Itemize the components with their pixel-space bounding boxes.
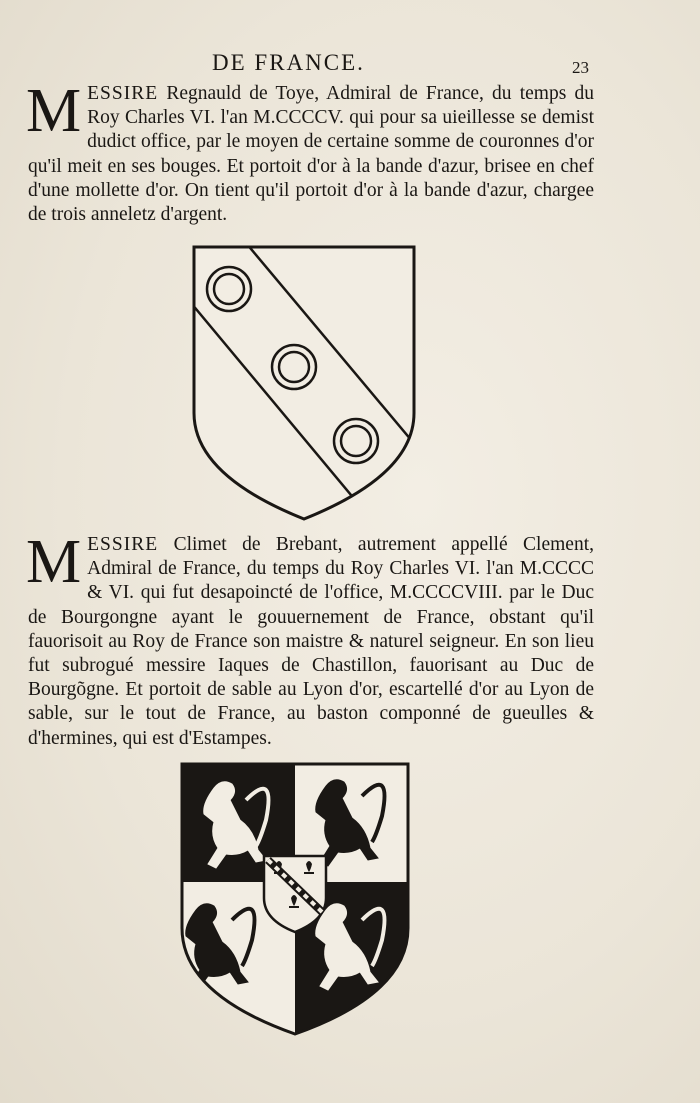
- entry-lead: ESSIRE: [87, 83, 159, 104]
- running-head: DE FRANCE.: [212, 50, 365, 75]
- entry-lead: ESSIRE: [87, 534, 159, 555]
- drop-cap: M: [26, 77, 82, 145]
- coat-of-arms-brebant: [176, 760, 414, 1038]
- entry-text: Climet de Brebant, autrement appellé Clement, Admiral de France, du temps du Roy Charles VI. l'an M.CCCC & VI. qui fut desapoincté de l'office, M.CCCCVIII. par le Duc de Bourgongne ayant le gouuernement de France, obstant qu'il fauorisoit au Roy de France son maistre & naturel seigneur. En son lieu fut subrogué messire Iaques de Chastillon, fauorisant au Duc de Bourgõgne. Et portoit de sable au Lyon d'or, escartellé d'or au Lyon de sable, sur le tout de France, au baston componné de gueulles & d'hermines, qui est d'Estampes.: [28, 534, 594, 749]
- entry-paragraph: [26, 77, 594, 227]
- escutcheon-france: [264, 856, 326, 932]
- page-header: [0, 50, 700, 80]
- page-number: 23: [572, 58, 589, 77]
- drop-cap: M: [26, 528, 82, 596]
- entry-paragraph: [26, 528, 594, 751]
- entry-regnauld-de-toye: [26, 77, 594, 227]
- coat-of-arms-toye: [186, 243, 422, 523]
- entry-climet-de-brebant: [26, 528, 594, 751]
- entry-text: Regnauld de Toye, Admiral de France, du temps du Roy Charles VI. l'an M.CCCCV. qui pour sa uieillesse se demist dudict office, par le moyen de certaine somme de couronnes d'or qu'il meit en ses bouges. Et portoit d'or à la bande d'azur, brisee en chef d'une mollette d'or. On tient qu'il portoit d'or à la bande d'azur, chargee de trois anneletz d'argent.: [28, 83, 594, 226]
